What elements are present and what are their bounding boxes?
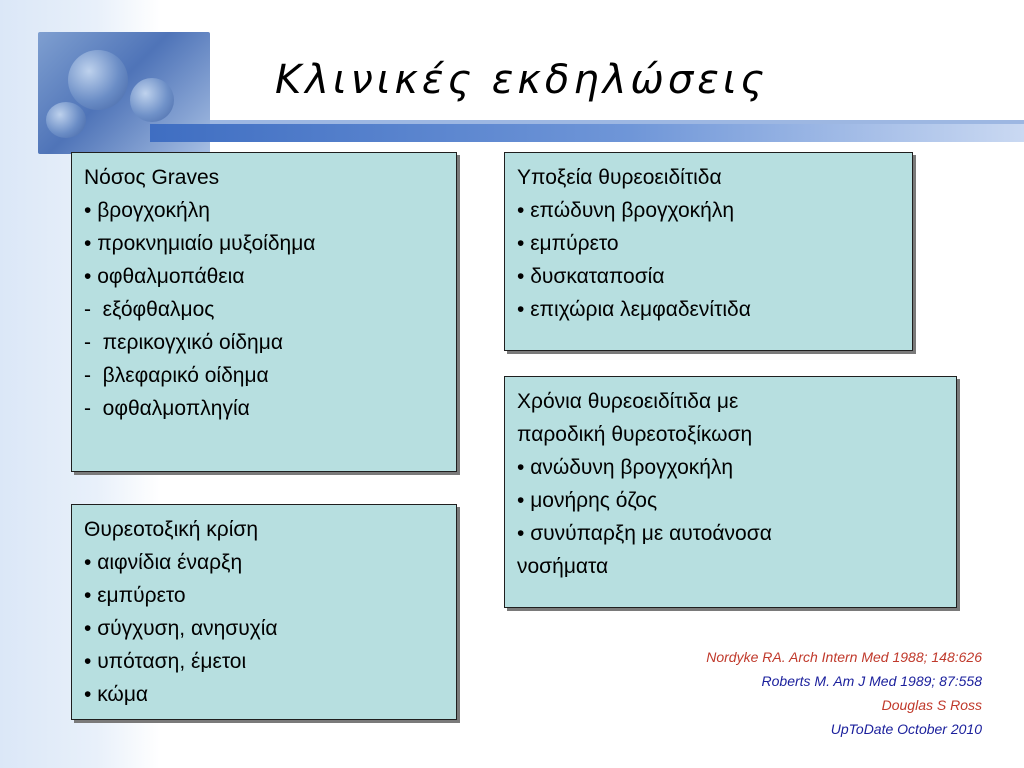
reference-line: UpToDate October 2010	[830, 721, 982, 737]
crisis-bullet-list	[84, 546, 444, 711]
graves-bullet-list	[84, 194, 444, 425]
chronic-bullet-list	[517, 451, 944, 583]
list-item: • μονήρης όζος	[517, 484, 944, 517]
box-heading: Θυρεοτοξική κρίση	[84, 518, 259, 541]
sub-list-item: - οφθαλμοπληγία	[84, 392, 444, 425]
graves-disease-box	[71, 152, 457, 472]
box-heading-line-2: παροδική θυρεοτοξίκωση	[517, 423, 753, 446]
sub-list-item: - εξόφθαλμος	[84, 293, 444, 326]
list-item: • εμπύρετο	[84, 579, 444, 612]
list-item: • υπόταση, έμετοι	[84, 645, 444, 678]
thyroid-storm-box	[71, 504, 457, 720]
chronic-thyroiditis-box	[504, 376, 957, 608]
subacute-bullet-list	[517, 194, 900, 326]
list-item-continuation: νοσήματα	[517, 555, 609, 578]
list-item: • επιχώρια λεμφαδενίτιδα	[517, 293, 900, 326]
box-heading-line-1: Χρόνια θυρεοειδίτιδα με	[517, 390, 739, 413]
list-item: • αιφνίδια έναρξη	[84, 546, 444, 579]
list-item: • ανώδυνη βρογχοκήλη	[517, 451, 944, 484]
reference-line: Roberts M. Am J Med 1989; 87:558	[761, 673, 982, 689]
list-item: • δυσκαταποσία	[517, 260, 900, 293]
list-item: • οφθαλμοπάθεια	[84, 260, 444, 293]
list-item: • συνύπαρξη με αυτοάνοσα	[517, 517, 944, 550]
list-item: • σύγχυση, ανησυχία	[84, 612, 444, 645]
list-item: • κώμα	[84, 678, 444, 711]
decorative-blob-shape	[68, 50, 128, 110]
subacute-thyroiditis-box	[504, 152, 913, 351]
slide-title: Κλινικές εκδηλώσεις	[275, 57, 768, 103]
sub-list-item: - βλεφαρικό οίδημα	[84, 359, 444, 392]
decorative-blob-shape	[130, 78, 174, 122]
list-item: • εμπύρετο	[517, 227, 900, 260]
references	[562, 645, 982, 741]
reference-line: Nordyke RA. Arch Intern Med 1988; 148:626	[706, 649, 982, 665]
box-heading: Νόσος Graves	[84, 166, 220, 189]
decorative-blob-shape	[46, 102, 86, 138]
sub-list-item: - περικογχικό οίδημα	[84, 326, 444, 359]
box-heading: Υποξεία θυρεοειδίτιδα	[517, 166, 722, 189]
decorative-divider-bar	[150, 124, 1024, 142]
reference-line: Douglas S Ross	[881, 697, 982, 713]
list-item: • επώδυνη βρογχοκήλη	[517, 194, 900, 227]
list-item: • βρογχοκήλη	[84, 194, 444, 227]
list-item: • προκνημιαίο μυξοίδημα	[84, 227, 444, 260]
